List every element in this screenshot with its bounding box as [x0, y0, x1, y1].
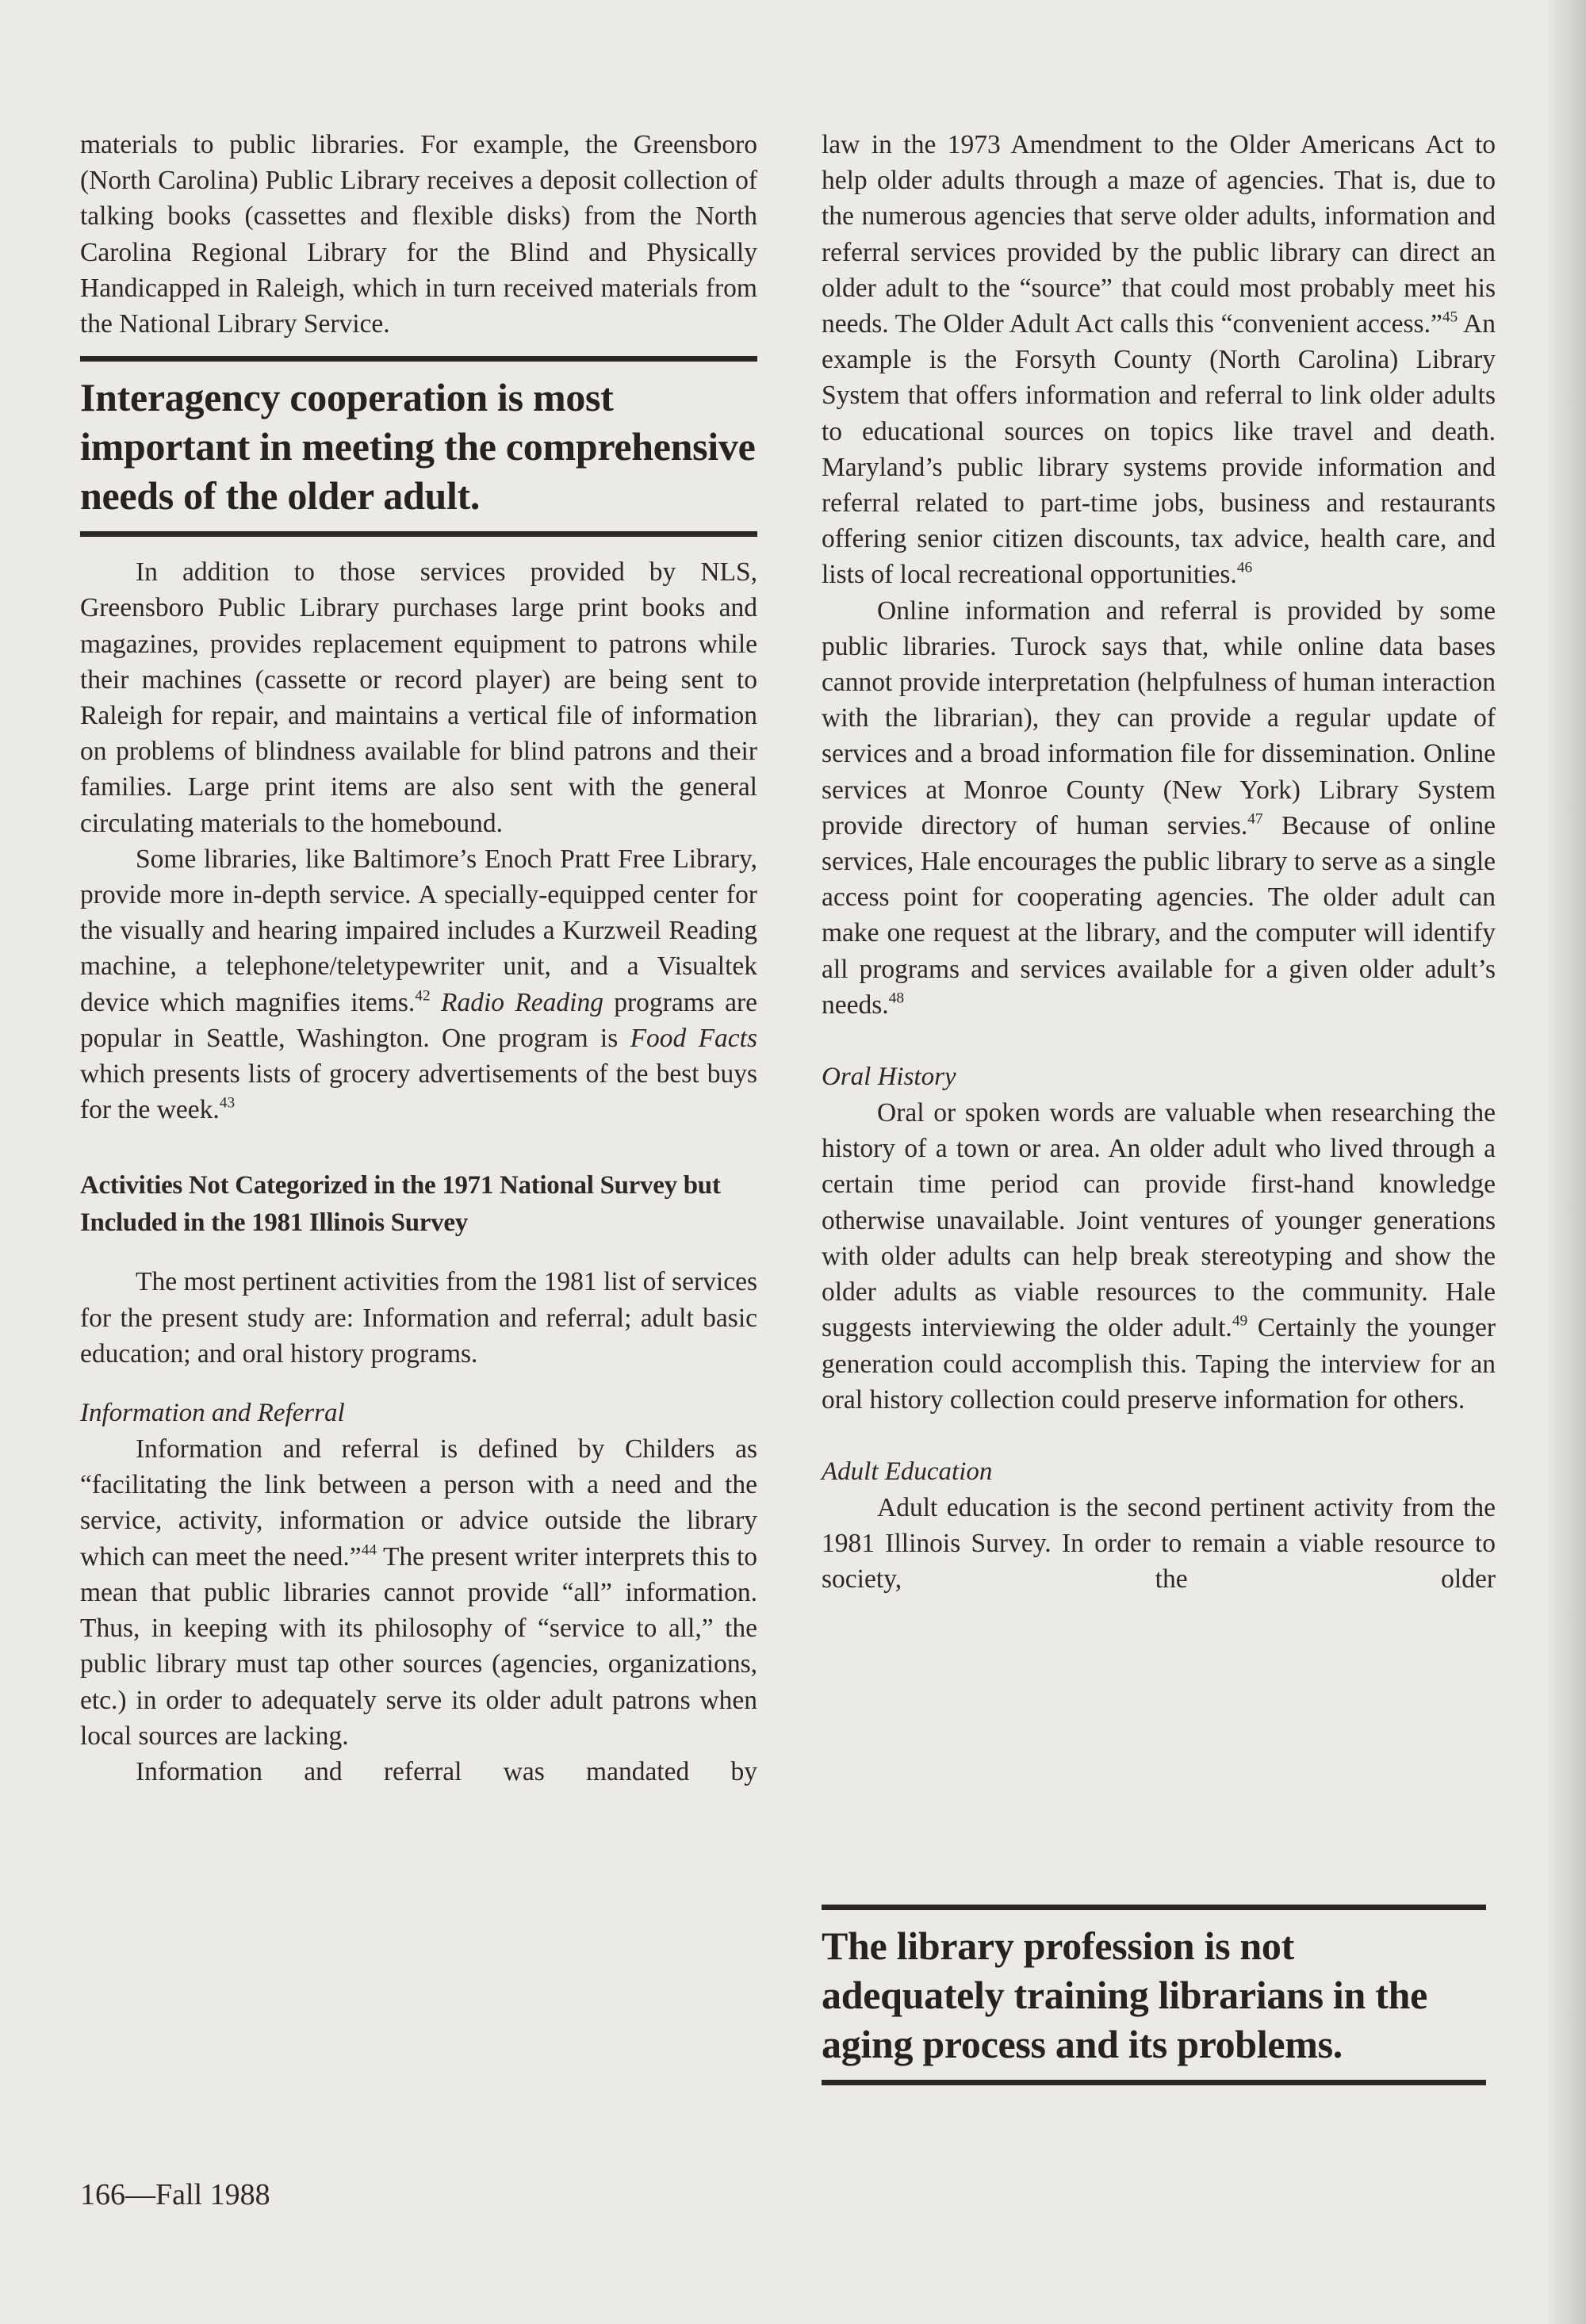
- left-column: [80, 127, 757, 1790]
- right-column: [822, 127, 1496, 1598]
- text-run: The present writer interprets this to mean that public libraries cannot provide “all” information. Thus, in keeping with its philosophy of “service to all,” the public library must tap other sources (agencies, organizations, etc.) in order to adequately serve its older adult patrons when local sources are lacking.: [80, 1541, 757, 1751]
- text-run: programs are popular in Seattle, Washington. One program is: [80, 987, 757, 1053]
- paragraph: Adult education is the second pertinent activity from the 1981 Illinois Survey. In order to remain a viable resource to society, the older: [822, 1492, 1496, 1595]
- subheading-oral-history: Oral History: [822, 1062, 956, 1092]
- footnote-ref: 49: [1232, 1312, 1248, 1330]
- pull-quote-left: [80, 356, 757, 537]
- pull-quote-right-container: [822, 1905, 1486, 2085]
- footnote-ref: 44: [361, 1541, 377, 1559]
- paragraph: [822, 1095, 1496, 1418]
- text-run: An example is the Forsyth County (North Carolina) Library System that offers information and referral to link older adults to educational sources on topics like travel and death. Maryland’s public library systems provide information and referral related to part-time jobs, business and restaurants offering senior citizen discounts, tax advice, health care, and lists of local recreational opportunities.: [822, 309, 1496, 590]
- pull-quote-text: Interagency cooperation is most important in meeting the comprehensive needs of the older adult.: [80, 375, 756, 519]
- paragraph: [80, 1431, 757, 1754]
- page-footer-folio: 166—Fall 1988: [80, 2178, 270, 2211]
- footnote-ref: 47: [1247, 810, 1263, 828]
- paragraph: [822, 127, 1496, 593]
- pull-quote-right: [822, 1905, 1486, 2085]
- subheading-adult-education: Adult Education: [822, 1457, 993, 1486]
- text-run: Information and referral is defined by Childers as “facilitating the link between a person with a need and the service, activity, information or advice outside the library which can meet the need.”: [80, 1434, 757, 1572]
- text-run: which presents lists of grocery advertisements of the best buys for the week.: [80, 1059, 757, 1125]
- paragraph: materials to public libraries. For example, the Greensboro (North Carolina) Public Library receives a deposit collection of talking books (cassettes and flexible disks) from the North Carolina Regional Library for the Blind and Physically Handicapped in Raleigh, which in turn received materials from the National Library Service.: [80, 130, 757, 339]
- footnote-ref: 46: [1236, 559, 1253, 576]
- paragraph: Information and referral was mandated by: [136, 1756, 757, 1786]
- page-edge-shadow: [1548, 0, 1586, 2324]
- italic-term: Radio Reading: [441, 987, 603, 1017]
- footnote-ref: 43: [219, 1094, 236, 1112]
- text-run: law in the 1973 Amendment to the Older Americans Act to help older adults through a maze of agencies. That is, due to the numerous agencies that serve older adults, information and referral services provided by the public library can direct an older adult to the “source” that could most probably meet his needs. The Older Adult Act calls this “convenient access.”: [822, 130, 1496, 339]
- footnote-ref: 42: [415, 987, 431, 1005]
- footnote-ref: 45: [1442, 308, 1458, 326]
- text-run: Online information and referral is provided by some public libraries. Turock says that, while online data bases cannot provide interpretation (helpfulness of human interaction with the librarian), they can provide a regular update of services and a broad information file for dissemination. Online services at Monroe County (New York) Library System provide directory of human servies.: [822, 595, 1496, 840]
- subheading-information-referral: Information and Referral: [80, 1399, 345, 1428]
- text-run: Some libraries, like Baltimore’s Enoch Pratt Free Library, provide more in-depth service. A specially-equipped center for the visually and hearing impaired includes a Kurzweil Reading machine, a telephone/teletypewriter unit, and a Visualtek device which magnifies items.: [80, 844, 757, 1017]
- section-heading: Activities Not Categorized in the 1971 National Survey but Included in the 1981 Illinois Survey: [80, 1171, 721, 1238]
- paragraph: [80, 841, 757, 1128]
- paragraph: In addition to those services provided by NLS, Greensboro Public Library purchases large print books and magazines, provides replacement equipment to patrons while their machines (cassette or record player) are being sent to Raleigh for repair, and maintains a vertical file of information on problems of blindness available for blind patrons and their families. Large print items are also sent with the general circulating materials to the homebound.: [80, 557, 757, 838]
- paragraph: The most pertinent activities from the 1981 list of services for the present study are: Information and referral; adult basic education; and oral history programs.: [80, 1267, 757, 1369]
- footnote-ref: 48: [888, 990, 905, 1007]
- text-run: Certainly the younger generation could accomplish this. Taping the interview for an oral history collection could preserve information for others.: [822, 1313, 1496, 1415]
- pull-quote-text: The library profession is not adequately training librarians in the aging process and its problems.: [822, 1924, 1427, 2066]
- text-run: Because of online services, Hale encourages the public library to serve as a single access point for cooperating agencies. The older adult can make one request at the library, and the computer will identify all programs and services available for a given older adult’s needs.: [822, 810, 1496, 1020]
- paragraph: [822, 593, 1496, 1023]
- italic-term: Food Facts: [630, 1023, 758, 1053]
- text-run: Oral or spoken words are valuable when researching the history of a town or area. An older adult who lived through a certain time period can provide first-hand knowledge otherwise unavailable. Joint ventures of younger generations with older adults can help break stereotyping and show the older adults as viable resources to the community. Hale suggests interviewing the older adult.: [822, 1098, 1496, 1343]
